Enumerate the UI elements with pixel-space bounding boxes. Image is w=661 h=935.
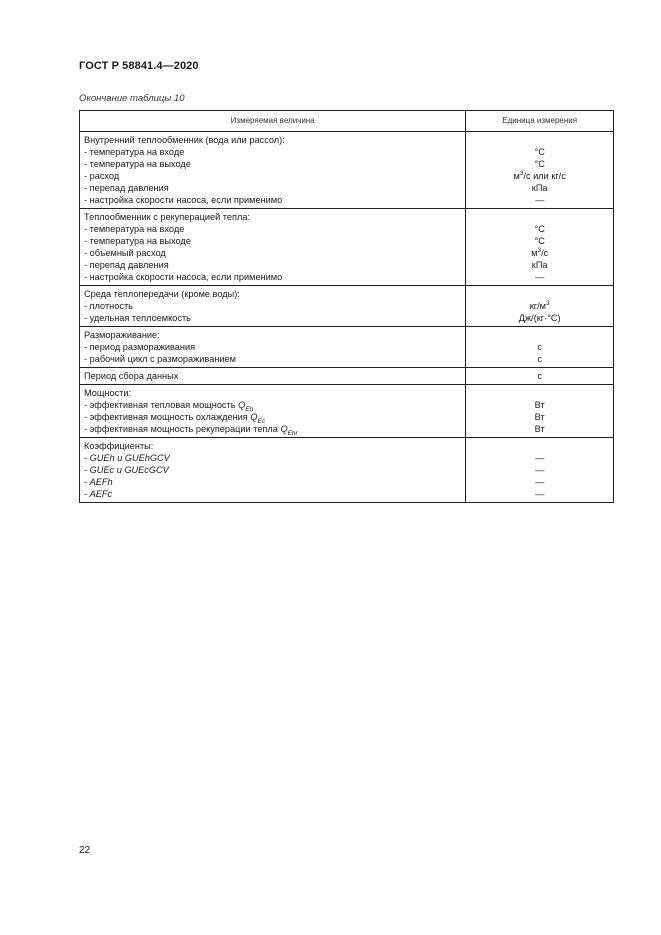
quantity-item: - рабочий цикл с размораживанием	[84, 354, 236, 364]
unit-value: $м^3/с$	[531, 246, 549, 258]
unit-value: Вт	[534, 412, 545, 422]
quantity-item: - перепад давления	[84, 183, 169, 193]
unit-value: °C	[534, 236, 545, 246]
quantity-item: - настройка скорости насоса, если применимо	[84, 195, 283, 205]
unit-cell	[466, 385, 614, 438]
unit-value: с	[537, 371, 542, 381]
table-row	[80, 209, 614, 286]
unit-value: $кг/м^3$	[529, 299, 550, 311]
unit-cell	[466, 209, 614, 286]
quantity-item: - AEFh	[84, 477, 113, 487]
unit-value: кПа	[531, 260, 548, 270]
unit-value: °C	[534, 147, 545, 157]
quantity-item: - GUEc и GUEcGCV	[84, 465, 169, 475]
quantity-item: - расход	[84, 171, 120, 181]
unit-cell	[466, 368, 614, 385]
quantity-item: - эффективная мощность рекуперации тепла $Q_{Ehr}$	[84, 424, 298, 437]
group-title: Среда теплопередачи (кроме воды):	[84, 289, 240, 299]
table-row	[80, 438, 614, 503]
page-number: 22	[79, 845, 91, 856]
unit-cell	[466, 132, 614, 209]
group-title: Мощности:	[84, 388, 132, 398]
unit-value: —	[535, 453, 545, 463]
quantity-item: - удельная теплоемкость	[84, 313, 191, 323]
quantity-item: - AEFc	[84, 489, 113, 499]
quantity-item: - температура на выходе	[84, 236, 191, 246]
quantity-item: - температура на входе	[84, 224, 185, 234]
group-title: Теплообменник с рекуперацией тепла:	[84, 212, 250, 222]
table-row	[80, 327, 614, 368]
quantity-item: - GUEh и GUEhGCV	[84, 453, 170, 463]
group-title: Размораживание:	[84, 330, 160, 340]
quantity-item: - объемный расход	[84, 248, 166, 258]
table-row	[80, 368, 614, 385]
unit-value: с	[537, 354, 542, 364]
quantity-item: - эффективная тепловая мощность $Q_{Eh}$	[84, 400, 254, 413]
group-title: Период сбора данных	[84, 371, 179, 381]
quantity-item: - эффективная мощность охлаждения $Q_{Ec}$	[84, 412, 266, 425]
table-row	[80, 286, 614, 327]
quantity-item: - период размораживания	[84, 342, 196, 352]
quantity-cell	[80, 438, 466, 503]
unit-value: Вт	[534, 400, 545, 410]
unit-value: °C	[534, 159, 545, 169]
quantity-item: - перепад давления	[84, 260, 169, 270]
measured-quantities-table	[79, 110, 614, 503]
group-title: Коэффициенты:	[84, 441, 154, 451]
table-row	[80, 132, 614, 209]
unit-cell	[466, 438, 614, 503]
table-header-row	[80, 111, 614, 132]
table-row	[80, 385, 614, 438]
unit-value: с	[537, 342, 542, 352]
quantity-item: - температура на входе	[84, 147, 185, 157]
document-header-title: ГОСТ Р 58841.4—2020	[79, 60, 199, 72]
quantity-cell	[80, 209, 466, 286]
quantity-cell	[80, 368, 466, 385]
unit-value: Вт	[534, 424, 545, 434]
header-quantity: Измеряемая величина	[80, 111, 466, 132]
unit-value: —	[535, 272, 545, 282]
quantity-cell	[80, 286, 466, 327]
unit-value: —	[535, 195, 545, 205]
unit-value: Дж/(кг·°C)	[518, 313, 561, 323]
quantity-cell	[80, 132, 466, 209]
unit-value: $м^3/с$ или кг/с	[513, 169, 566, 181]
group-title: Внутренний теплообменник (вода или рассол):	[84, 135, 285, 145]
unit-cell	[466, 327, 614, 368]
unit-value: °C	[534, 224, 545, 234]
unit-cell	[466, 286, 614, 327]
header-unit: Единица измерения	[466, 111, 614, 132]
quantity-cell	[80, 327, 466, 368]
unit-value: кПа	[531, 183, 548, 193]
quantity-item: - плотность	[84, 301, 133, 311]
quantity-cell	[80, 385, 466, 438]
quantity-item: - температура на выходе	[84, 159, 191, 169]
quantity-item: - настройка скорости насоса, если применимо	[84, 272, 283, 282]
unit-value: —	[535, 489, 545, 499]
unit-value: —	[535, 477, 545, 487]
unit-value: —	[535, 465, 545, 475]
table-caption: Окончание таблицы 10	[79, 93, 185, 104]
